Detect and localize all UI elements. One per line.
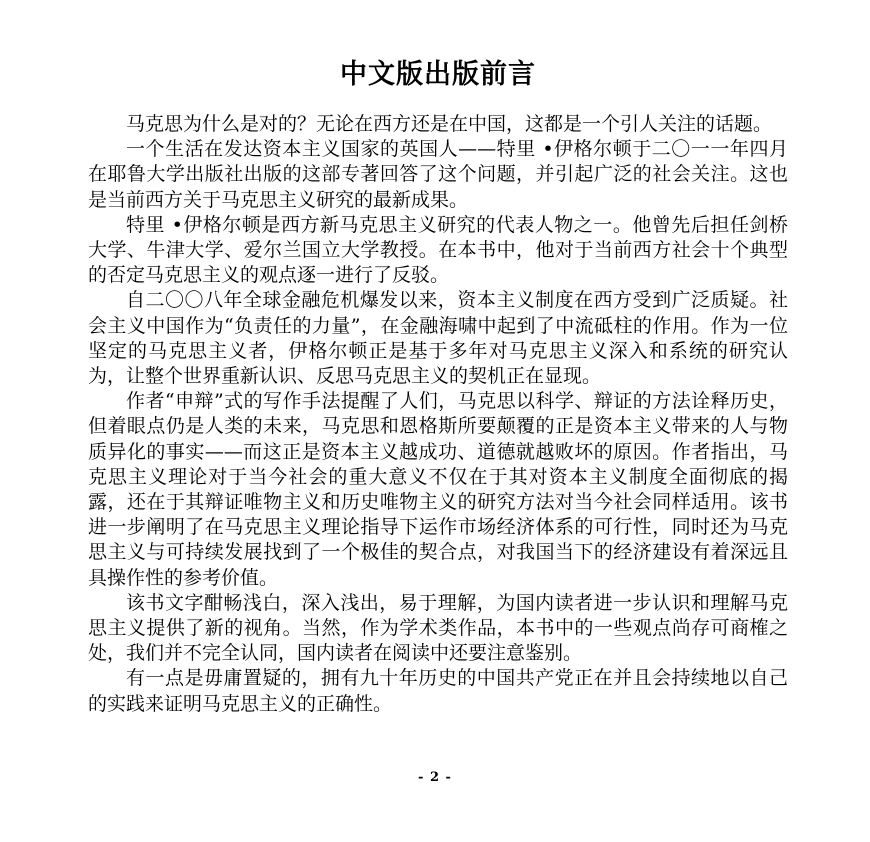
paragraph-4: 自二〇〇八年全球金融危机爆发以来，资本主义制度在西方受到广泛质疑。社会主义中国作为“负责任的力量”，在金融海啸中起到了中流砥柱的作用。作为一位坚定的马克思主义者，伊格尔顿正是基于多年对马克思主义深入和系统的研究认为，让整个世界重新认识、反思马克思主义的契机正在显现。 [88, 289, 788, 388]
paragraph-1: 马克思为什么是对的？无论在西方还是在中国，这都是一个引人关注的话题。 [126, 113, 773, 135]
page-number: - 2 - [418, 770, 452, 785]
paragraph-7: 有一点是毋庸置疑的，拥有九十年历史的中国共产党正在并且会持续地以自己的实践来证明马克思主义的正确性。 [88, 667, 788, 715]
preface-body [88, 112, 788, 717]
document-page [88, 58, 788, 717]
page-title: 中文版出版前言 [340, 59, 536, 90]
paragraph-5: 作者“申辩”式的写作手法提醒了人们，马克思以科学、辩证的方法诠释历史，但着眼点仍是人类的未来，马克思和恩格斯所要颠覆的正是资本主义带来的人与物质异化的事实——而这正是资本主义越成功、道德就越败坏的原因。作者指出，马克思主义理论对于当今社会的重大意义不仅在于其对资本主义制度全面彻底的揭露，还在于其辩证唯物主义和历史唯物主义的研究方法对当今社会同样适用。该书进一步阐明了在马克思主义理论指导下运作市场经济体系的可行性，同时还为马克思主义与可持续发展找到了一个极佳的契合点，对我国当下的经济建设有着深远且具操作性的参考价值。 [88, 390, 788, 589]
paragraph-6: 该书文字酣畅浅白，深入浅出，易于理解，为国内读者进一步认识和理解马克思主义提供了新的视角。当然，作为学术类作品，本书中的一些观点尚存可商榷之处，我们并不完全认同，国内读者在阅读中还要注意鉴别。 [88, 591, 788, 665]
paragraph-3: 特里 •伊格尔顿是西方新马克思主义研究的代表人物之一。他曾先后担任剑桥大学、牛津大学、爱尔兰国立大学教授。在本书中，他对于当前西方社会十个典型的否定马克思主义的观点逐一进行了反驳。 [88, 213, 788, 287]
paragraph-2: 一个生活在发达资本主义国家的英国人——特里 •伊格尔顿于二〇一一年四月在耶鲁大学出版社出版的这部专著回答了这个问题，并引起广泛的社会关注。这也是当前西方关于马克思主义研究的最新成果。 [88, 138, 788, 211]
